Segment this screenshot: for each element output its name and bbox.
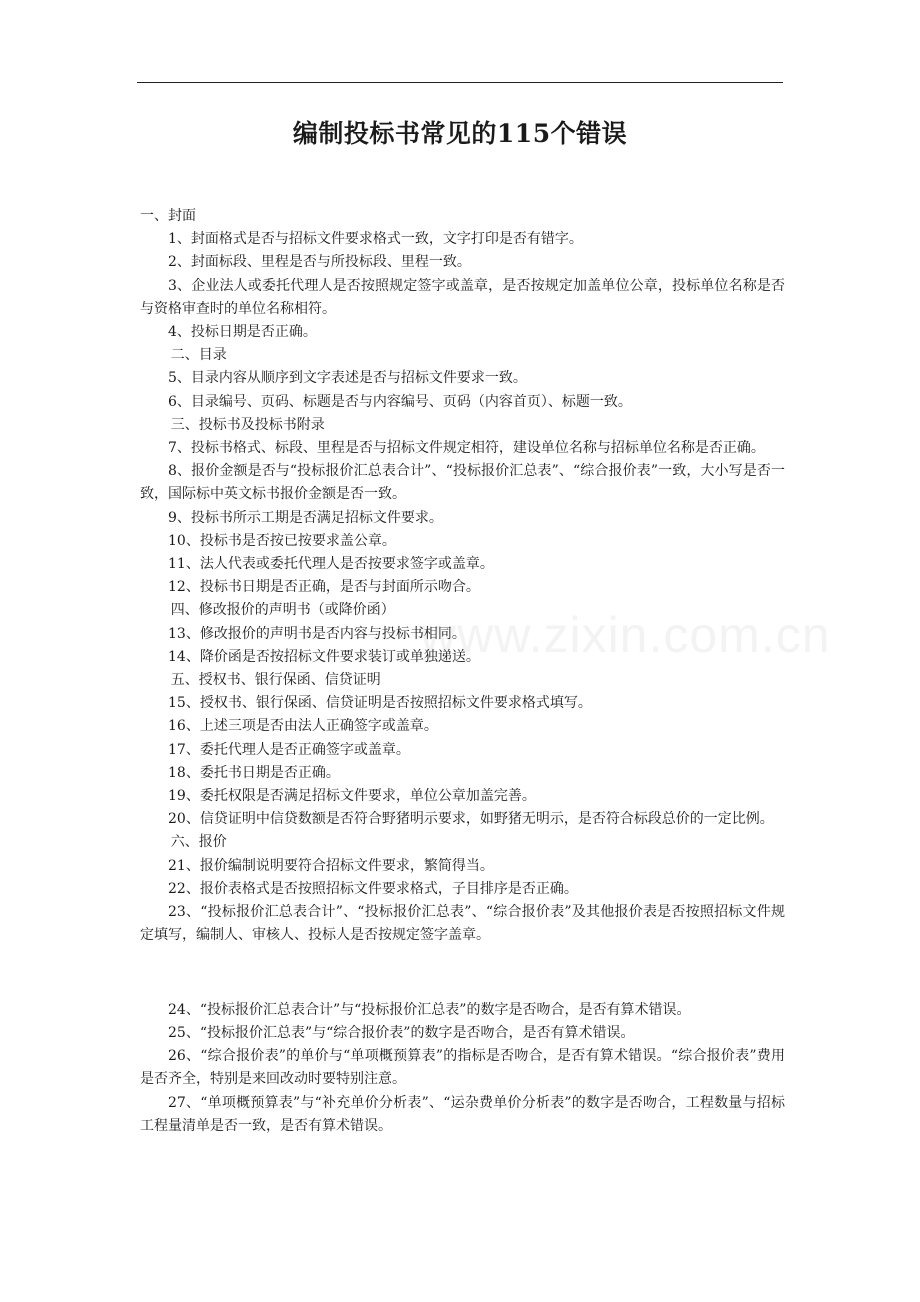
watermark: www.zixin.com.cn bbox=[420, 607, 831, 663]
document-body bbox=[140, 205, 785, 1138]
checklist-item: 13、修改报价的声明书是否内容与投标书相同。 bbox=[168, 625, 466, 642]
checklist-item: 19、委托权限是否满足招标文件要求，单位公章加盖完善。 bbox=[168, 788, 536, 805]
checklist-item: 23、“投标报价汇总表合计”、“投标报价汇总表”、“综合报价表”及其他报价表是否按照招标文件规定填写，编制人、审核人、投标人是否按规定签字盖章。 bbox=[140, 904, 785, 944]
section-heading: 四、修改报价的声明书（或降价函） bbox=[170, 602, 395, 619]
checklist-item: 24、“投标报价汇总表合计”与“投标报价汇总表”的数字是否吻合，是否有算术错误。 bbox=[168, 1001, 691, 1018]
checklist-item: 17、委托代理人是否正确签字或盖章。 bbox=[168, 741, 410, 758]
checklist-item: 10、投标书是否按已按要求盖公章。 bbox=[168, 532, 396, 549]
checklist-item: 26、“综合报价表”的单价与“单项概预算表”的指标是否吻合，是否有算术错误。“综合报价表”费用是否齐全，特别是来回改动时要特别注意。 bbox=[140, 1048, 785, 1088]
section-heading: 三、投标书及投标书附录 bbox=[170, 416, 325, 433]
checklist-item: 14、降价函是否按招标文件要求装订或单独递送。 bbox=[168, 648, 480, 665]
checklist-item: 16、上述三项是否由法人正确签字或盖章。 bbox=[168, 718, 438, 735]
checklist-item: 12、投标书日期是否正确，是否与封面所示吻合。 bbox=[168, 579, 480, 596]
checklist-item: 20、信贷证明中信贷数额是否符合野猪明示要求，如野猪无明示，是否符合标段总价的一定比例。 bbox=[168, 811, 774, 828]
checklist-item: 21、报价编制说明要符合招标文件要求，繁简得当。 bbox=[168, 857, 494, 874]
checklist-item: 4、投标日期是否正确。 bbox=[168, 324, 317, 341]
header-rule bbox=[137, 82, 783, 83]
checklist-item: 1、封面格式是否与招标文件要求格式一致，文字打印是否有错字。 bbox=[168, 231, 583, 248]
document-title: 编制投标书常见的115个错误 bbox=[292, 119, 628, 148]
section-heading: 二、目录 bbox=[170, 347, 227, 364]
checklist-item: 18、委托书日期是否正确。 bbox=[168, 764, 340, 781]
checklist-item: 25、“投标报价汇总表”与“综合报价表”的数字是否吻合，是否有算术错误。 bbox=[168, 1024, 635, 1041]
checklist-item: 5、目录内容从顺序到文字表述是否与招标文件要求一致。 bbox=[168, 370, 527, 387]
checklist-item: 27、“单项概预算表”与“补充单价分析表”、“运杂费单价分析表”的数字是否吻合，工程数量与招标工程量清单是否一致，是否有算术错误。 bbox=[140, 1094, 785, 1134]
checklist-item: 11、法人代表或委托代理人是否按要求签字或盖章。 bbox=[168, 556, 494, 573]
blank-line bbox=[140, 962, 785, 985]
checklist-item: 3、企业法人或委托代理人是否按照规定签字或盖章，是否按规定加盖单位公章，投标单位名称是否与资格审查时的单位名称相符。 bbox=[140, 277, 785, 317]
checklist-item: 8、报价金额是否与“投标报价汇总表合计”、“投标报价汇总表”、“综合报价表”一致，大小写是否一致，国际标中英文标书报价金额是否一致。 bbox=[140, 463, 785, 503]
section-heading: 六、报价 bbox=[170, 834, 227, 851]
section-heading: 五、授权书、银行保函、信贷证明 bbox=[170, 672, 381, 689]
checklist-item: 2、封面标段、里程是否与所投标段、里程一致。 bbox=[168, 254, 471, 271]
checklist-item: 22、报价表格式是否按照招标文件要求格式，子目排序是否正确。 bbox=[168, 880, 578, 897]
checklist-item: 7、投标书格式、标段、里程是否与招标文件规定相符，建设单位名称与招标单位名称是否正确。 bbox=[168, 440, 765, 457]
checklist-item: 9、投标书所示工期是否满足招标文件要求。 bbox=[168, 509, 443, 526]
checklist-item: 6、目录编号、页码、标题是否与内容编号、页码（内容首页）、标题一致。 bbox=[168, 393, 632, 410]
section-heading: 一、封面 bbox=[140, 208, 196, 224]
checklist-item: 15、授权书、银行保函、信贷证明是否按照招标文件要求格式填写。 bbox=[168, 695, 592, 712]
